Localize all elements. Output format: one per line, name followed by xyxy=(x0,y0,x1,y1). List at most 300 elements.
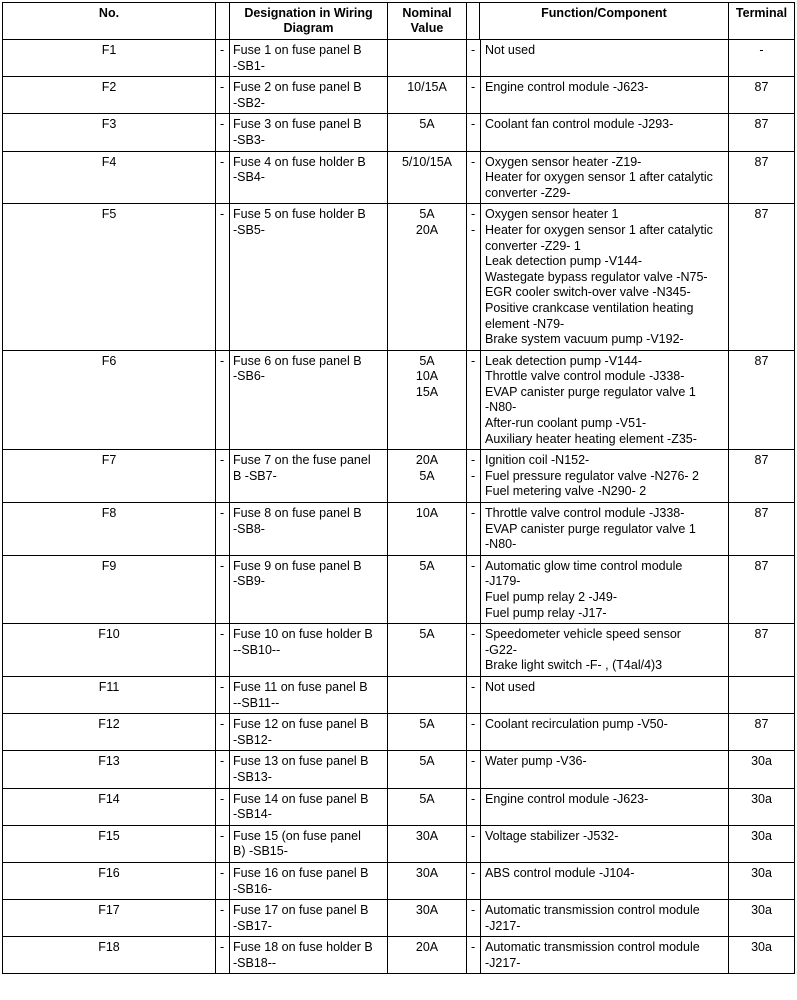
table-row xyxy=(3,825,795,862)
function-line xyxy=(469,354,725,370)
designation-cell xyxy=(230,555,388,623)
function-cell xyxy=(467,788,729,825)
fuse-number-cell: F1 xyxy=(3,40,216,77)
fuse-number-cell: F13 xyxy=(3,751,216,788)
terminal-cell: 87 xyxy=(729,624,795,677)
function-dash: - xyxy=(471,558,476,573)
header-function: Function/Component xyxy=(480,3,729,40)
function-line xyxy=(469,416,725,432)
function-cell xyxy=(467,751,729,788)
table-row xyxy=(3,624,795,677)
function-cell xyxy=(467,555,729,623)
function-text: Automatic transmission control module xyxy=(485,940,700,955)
function-cell xyxy=(467,900,729,937)
function-line xyxy=(469,400,725,416)
function-dash: - xyxy=(471,453,476,468)
designation-line: -SB18-- xyxy=(233,955,277,970)
function-line xyxy=(469,903,725,919)
function-line xyxy=(469,223,725,239)
nominal-value: 20A xyxy=(415,222,439,237)
designation-cell xyxy=(230,862,388,899)
nominal-value: 5A xyxy=(419,627,435,642)
function-text: -J179- xyxy=(485,574,521,589)
function-text: converter -Z29- xyxy=(485,185,571,200)
table-row xyxy=(3,204,795,350)
nominal-value-cell xyxy=(388,751,467,788)
header-row xyxy=(3,3,795,40)
function-dash: - xyxy=(471,754,476,769)
function-text: EVAP canister purge regulator valve 1 xyxy=(485,384,696,399)
function-line xyxy=(469,919,725,935)
function-line xyxy=(469,792,725,808)
function-line xyxy=(469,606,725,622)
function-cell xyxy=(467,77,729,114)
function-dash: - xyxy=(471,207,476,222)
function-line xyxy=(469,627,725,643)
designation-dash-cell: - xyxy=(216,114,230,151)
function-line xyxy=(469,186,725,202)
function-dash: - xyxy=(471,43,476,57)
designation-dash-cell: - xyxy=(216,350,230,450)
nominal-value: 30A xyxy=(415,903,439,918)
designation-line: Fuse 18 on fuse holder B xyxy=(233,940,373,955)
fuse-number-cell: F7 xyxy=(3,450,216,503)
fuse-number-cell: F6 xyxy=(3,350,216,450)
designation-line: -SB3- xyxy=(233,132,265,147)
function-dash: - xyxy=(471,154,476,169)
designation-line: Fuse 8 on fuse panel B xyxy=(233,506,362,521)
fuse-number-cell: F18 xyxy=(3,937,216,974)
designation-cell xyxy=(230,350,388,450)
terminal-cell: 30a xyxy=(729,788,795,825)
fuse-number-cell: F12 xyxy=(3,714,216,751)
function-text: -J217- xyxy=(485,918,521,933)
function-text: Fuel pressure regulator valve -N276- 2 xyxy=(485,468,699,483)
nominal-value-cell xyxy=(388,862,467,899)
function-line xyxy=(469,117,725,133)
function-cell xyxy=(467,825,729,862)
nominal-value-cell xyxy=(388,900,467,937)
function-line xyxy=(469,574,725,590)
designation-line: Fuse 3 on fuse panel B xyxy=(233,117,362,132)
header-spacer xyxy=(216,3,230,40)
function-text: Not used xyxy=(485,43,536,57)
terminal-cell: 30a xyxy=(729,900,795,937)
function-line xyxy=(469,285,725,301)
table-row xyxy=(3,862,795,899)
designation-line: Fuse 10 on fuse holder B xyxy=(233,627,373,642)
designation-dash-cell: - xyxy=(216,751,230,788)
nominal-value-cell xyxy=(388,788,467,825)
nominal-value: 30A xyxy=(415,865,439,880)
header-designation-line: Designation in Wiring xyxy=(244,6,373,20)
function-line xyxy=(469,80,725,96)
terminal-cell: 87 xyxy=(729,114,795,151)
function-text: -G22- xyxy=(485,642,517,657)
designation-dash-cell: - xyxy=(216,937,230,974)
designation-line: -SB16- xyxy=(233,881,272,896)
designation-cell xyxy=(230,900,388,937)
nominal-value-cell xyxy=(388,624,467,677)
designation-dash-cell: - xyxy=(216,151,230,204)
function-dash: - xyxy=(471,468,476,483)
terminal-cell: 87 xyxy=(729,555,795,623)
function-text: Automatic glow time control module xyxy=(485,558,683,573)
function-text: Ignition coil -N152- xyxy=(485,453,590,468)
function-text: Automatic transmission control module xyxy=(485,903,700,918)
table-row xyxy=(3,114,795,151)
function-line xyxy=(469,369,725,385)
nominal-value-cell xyxy=(388,40,467,77)
nominal-value-cell xyxy=(388,555,467,623)
function-line xyxy=(469,537,725,553)
designation-line: Fuse 17 on fuse panel B xyxy=(233,903,369,918)
fuse-number-cell: F11 xyxy=(3,676,216,713)
designation-line: B -SB7- xyxy=(233,468,277,483)
designation-cell xyxy=(230,40,388,77)
terminal-cell xyxy=(729,676,795,713)
function-text: Brake light switch -F- , (T4al/4)3 xyxy=(485,658,663,673)
function-line xyxy=(469,590,725,606)
designation-line: -SB12- xyxy=(233,732,272,747)
function-dash: - xyxy=(471,80,476,95)
designation-line: --SB11-- xyxy=(233,695,280,710)
designation-line: -SB2- xyxy=(233,95,265,110)
designation-line: -SB14- xyxy=(233,807,272,822)
function-text: Fuel pump relay -J17- xyxy=(485,605,607,620)
designation-line: Fuse 4 on fuse holder B xyxy=(233,154,366,169)
function-cell xyxy=(467,937,729,974)
designation-cell xyxy=(230,77,388,114)
designation-line: Fuse 9 on fuse panel B xyxy=(233,558,362,573)
designation-line: Fuse 6 on fuse panel B xyxy=(233,353,362,368)
function-line xyxy=(469,469,725,485)
function-line xyxy=(469,956,725,972)
function-text: Leak detection pump -V144- xyxy=(485,353,643,368)
header-designation-line: Diagram xyxy=(283,21,334,35)
header-spacer xyxy=(467,3,480,40)
function-cell xyxy=(467,40,729,77)
designation-cell xyxy=(230,114,388,151)
nominal-value-cell xyxy=(388,114,467,151)
fuse-number-cell: F16 xyxy=(3,862,216,899)
nominal-value-cell xyxy=(388,77,467,114)
function-text: Oxygen sensor heater -Z19- xyxy=(485,154,642,169)
function-cell xyxy=(467,204,729,350)
table-row xyxy=(3,788,795,825)
designation-dash-cell: - xyxy=(216,862,230,899)
function-line xyxy=(469,754,725,770)
nominal-value-cell xyxy=(388,151,467,204)
function-dash: - xyxy=(471,117,476,132)
function-text: EVAP canister purge regulator valve 1 xyxy=(485,521,696,536)
table-row xyxy=(3,555,795,623)
designation-dash-cell: - xyxy=(216,676,230,713)
fuse-number-cell: F5 xyxy=(3,204,216,350)
function-line xyxy=(469,484,725,500)
designation-dash-cell: - xyxy=(216,204,230,350)
function-text: Brake system vacuum pump -V192- xyxy=(485,332,684,347)
terminal-cell: 87 xyxy=(729,204,795,350)
table-row xyxy=(3,503,795,556)
nominal-value-cell xyxy=(388,714,467,751)
function-line xyxy=(469,317,725,333)
function-text: ABS control module -J104- xyxy=(485,865,635,880)
function-text: Water pump -V36- xyxy=(485,754,587,769)
designation-dash-cell: - xyxy=(216,503,230,556)
function-line xyxy=(469,453,725,469)
function-cell xyxy=(467,114,729,151)
terminal-cell: 87 xyxy=(729,450,795,503)
function-text: Throttle valve control module -J338- xyxy=(485,369,685,384)
table-row xyxy=(3,676,795,713)
header-nominal-value xyxy=(388,3,467,40)
designation-line: -SB5- xyxy=(233,222,265,237)
terminal-cell: 87 xyxy=(729,350,795,450)
function-line xyxy=(469,717,725,733)
designation-cell xyxy=(230,788,388,825)
function-dash: - xyxy=(471,506,476,521)
function-cell xyxy=(467,503,729,556)
nominal-value: 5A xyxy=(419,117,435,132)
designation-line: -SB1- xyxy=(233,58,265,73)
designation-line: -SB6- xyxy=(233,369,265,384)
function-dash: - xyxy=(471,353,476,368)
function-line xyxy=(469,385,725,401)
function-line xyxy=(469,170,725,186)
function-line xyxy=(469,643,725,659)
designation-line: Fuse 1 on fuse panel B xyxy=(233,43,362,57)
designation-line: Fuse 11 on fuse panel B xyxy=(233,679,368,694)
nominal-value: 5/10/15A xyxy=(401,154,453,169)
nominal-value: 15A xyxy=(415,384,439,399)
designation-line: B) -SB15- xyxy=(233,844,288,859)
designation-line: -SB4- xyxy=(233,170,265,185)
designation-dash-cell: - xyxy=(216,450,230,503)
designation-cell xyxy=(230,825,388,862)
terminal-cell: 87 xyxy=(729,714,795,751)
function-line xyxy=(469,829,725,845)
function-line xyxy=(469,155,725,171)
fuse-table-body xyxy=(3,40,795,974)
function-dash: - xyxy=(471,903,476,918)
function-cell xyxy=(467,151,729,204)
function-line xyxy=(469,680,725,696)
function-cell xyxy=(467,862,729,899)
function-line xyxy=(469,207,725,223)
terminal-cell: 30a xyxy=(729,862,795,899)
nominal-value: 10A xyxy=(415,369,439,384)
header-no: No. xyxy=(3,3,216,40)
fuse-number-cell: F8 xyxy=(3,503,216,556)
function-line xyxy=(469,301,725,317)
function-text: element -N79- xyxy=(485,316,565,331)
designation-dash-cell: - xyxy=(216,40,230,77)
designation-cell xyxy=(230,503,388,556)
designation-line: Fuse 14 on fuse panel B xyxy=(233,791,369,806)
function-text: Heater for oxygen sensor 1 after catalytic xyxy=(485,222,713,237)
fuse-number-cell: F17 xyxy=(3,900,216,937)
designation-dash-cell: - xyxy=(216,555,230,623)
function-text: Not used xyxy=(485,679,536,694)
header-nominal-line: Nominal xyxy=(402,6,452,20)
function-text: EGR cooler switch-over valve -N345- xyxy=(485,285,691,300)
function-dash: - xyxy=(471,940,476,955)
function-text: Engine control module -J623- xyxy=(485,791,649,806)
function-line xyxy=(469,432,725,448)
designation-dash-cell: - xyxy=(216,788,230,825)
designation-line: --SB10-- xyxy=(233,642,281,657)
designation-cell xyxy=(230,450,388,503)
header-designation xyxy=(230,3,388,40)
function-text: Engine control module -J623- xyxy=(485,80,649,95)
function-line xyxy=(469,43,725,59)
designation-cell xyxy=(230,624,388,677)
designation-line: Fuse 5 on fuse holder B xyxy=(233,207,366,222)
designation-cell xyxy=(230,714,388,751)
function-line xyxy=(469,270,725,286)
nominal-value: 5A xyxy=(419,207,435,222)
function-text: Speedometer vehicle speed sensor xyxy=(485,627,681,642)
function-text: -J217- xyxy=(485,955,521,970)
function-cell xyxy=(467,676,729,713)
designation-line: Fuse 7 on the fuse panel xyxy=(233,453,371,468)
function-cell xyxy=(467,714,729,751)
nominal-value: 20A xyxy=(415,453,439,468)
fuse-number-cell: F10 xyxy=(3,624,216,677)
designation-line: Fuse 12 on fuse panel B xyxy=(233,717,369,732)
function-line xyxy=(469,522,725,538)
nominal-value-cell xyxy=(388,503,467,556)
table-row xyxy=(3,751,795,788)
function-dash: - xyxy=(471,865,476,880)
fuse-number-cell: F2 xyxy=(3,77,216,114)
designation-line: -SB17- xyxy=(233,918,272,933)
table-row xyxy=(3,900,795,937)
designation-line: -SB13- xyxy=(233,769,272,784)
nominal-value: 20A xyxy=(415,940,439,955)
table-row xyxy=(3,350,795,450)
terminal-cell: 87 xyxy=(729,503,795,556)
nominal-value-cell xyxy=(388,676,467,713)
terminal-cell: 87 xyxy=(729,151,795,204)
fuse-table xyxy=(2,2,795,974)
nominal-value-cell xyxy=(388,204,467,350)
designation-cell xyxy=(230,204,388,350)
function-text: After-run coolant pump -V51- xyxy=(485,416,647,431)
nominal-value: 5A xyxy=(419,754,435,769)
function-line xyxy=(469,506,725,522)
designation-dash-cell: - xyxy=(216,77,230,114)
designation-line: Fuse 15 (on fuse panel xyxy=(233,828,361,843)
nominal-value-cell xyxy=(388,825,467,862)
fuse-number-cell: F4 xyxy=(3,151,216,204)
header-terminal: Terminal xyxy=(729,3,795,40)
function-text: Voltage stabilizer -J532- xyxy=(485,828,619,843)
designation-cell xyxy=(230,676,388,713)
designation-dash-cell: - xyxy=(216,624,230,677)
fuse-number-cell: F14 xyxy=(3,788,216,825)
function-text: Coolant fan control module -J293- xyxy=(485,117,674,132)
terminal-cell: - xyxy=(729,40,795,77)
nominal-value: 5A xyxy=(419,791,435,806)
designation-line: Fuse 16 on fuse panel B xyxy=(233,865,369,880)
function-text: Fuel pump relay 2 -J49- xyxy=(485,590,618,604)
nominal-value-cell xyxy=(388,350,467,450)
function-text: Leak detection pump -V144- xyxy=(485,254,643,269)
designation-cell xyxy=(230,151,388,204)
function-text: -N80- xyxy=(485,400,517,415)
designation-line: Fuse 2 on fuse panel B xyxy=(233,80,362,95)
nominal-value: 5A xyxy=(419,717,435,732)
function-dash: - xyxy=(471,627,476,642)
designation-dash-cell: - xyxy=(216,825,230,862)
function-line xyxy=(469,866,725,882)
function-cell xyxy=(467,350,729,450)
function-text: Auxiliary heater heating element -Z35- xyxy=(485,431,697,446)
function-cell xyxy=(467,450,729,503)
nominal-value: 10A xyxy=(415,506,439,521)
nominal-value-cell xyxy=(388,450,467,503)
function-text: Throttle valve control module -J338- xyxy=(485,506,685,521)
function-text: converter -Z29- 1 xyxy=(485,238,581,253)
designation-dash-cell: - xyxy=(216,714,230,751)
designation-cell xyxy=(230,937,388,974)
function-text: Coolant recirculation pump -V50- xyxy=(485,717,668,732)
designation-cell xyxy=(230,751,388,788)
function-line xyxy=(469,332,725,348)
table-row xyxy=(3,151,795,204)
table-row xyxy=(3,714,795,751)
fuse-number-cell: F9 xyxy=(3,555,216,623)
table-row xyxy=(3,937,795,974)
table-row xyxy=(3,77,795,114)
function-line xyxy=(469,940,725,956)
nominal-value-cell xyxy=(388,937,467,974)
function-text: Heater for oxygen sensor 1 after catalytic xyxy=(485,170,713,185)
nominal-value: 5A xyxy=(419,468,435,483)
function-line xyxy=(469,559,725,575)
terminal-cell: 87 xyxy=(729,77,795,114)
function-dash: - xyxy=(471,791,476,806)
designation-dash-cell: - xyxy=(216,900,230,937)
function-line xyxy=(469,658,725,674)
function-cell xyxy=(467,624,729,677)
function-dash: - xyxy=(471,717,476,732)
function-text: Oxygen sensor heater 1 xyxy=(485,207,619,222)
function-text: Fuel metering valve -N290- 2 xyxy=(485,484,647,499)
function-dash: - xyxy=(471,222,476,237)
fuse-number-cell: F3 xyxy=(3,114,216,151)
designation-line: -SB8- xyxy=(233,521,265,536)
table-row xyxy=(3,40,795,77)
header-nominal-line: Value xyxy=(410,21,444,35)
function-line xyxy=(469,254,725,270)
function-text: Positive crankcase ventilation heating xyxy=(485,300,694,315)
nominal-value: 5A xyxy=(419,353,435,368)
function-dash: - xyxy=(471,828,476,843)
designation-line: -SB9- xyxy=(233,574,265,589)
terminal-cell: 30a xyxy=(729,937,795,974)
table-row xyxy=(3,450,795,503)
nominal-value: 10/15A xyxy=(407,80,447,95)
fuse-number-cell: F15 xyxy=(3,825,216,862)
function-text: -N80- xyxy=(485,537,517,552)
function-dash: - xyxy=(471,679,476,694)
nominal-value: 30A xyxy=(415,828,439,843)
designation-line: Fuse 13 on fuse panel B xyxy=(233,754,369,769)
terminal-cell: 30a xyxy=(729,825,795,862)
